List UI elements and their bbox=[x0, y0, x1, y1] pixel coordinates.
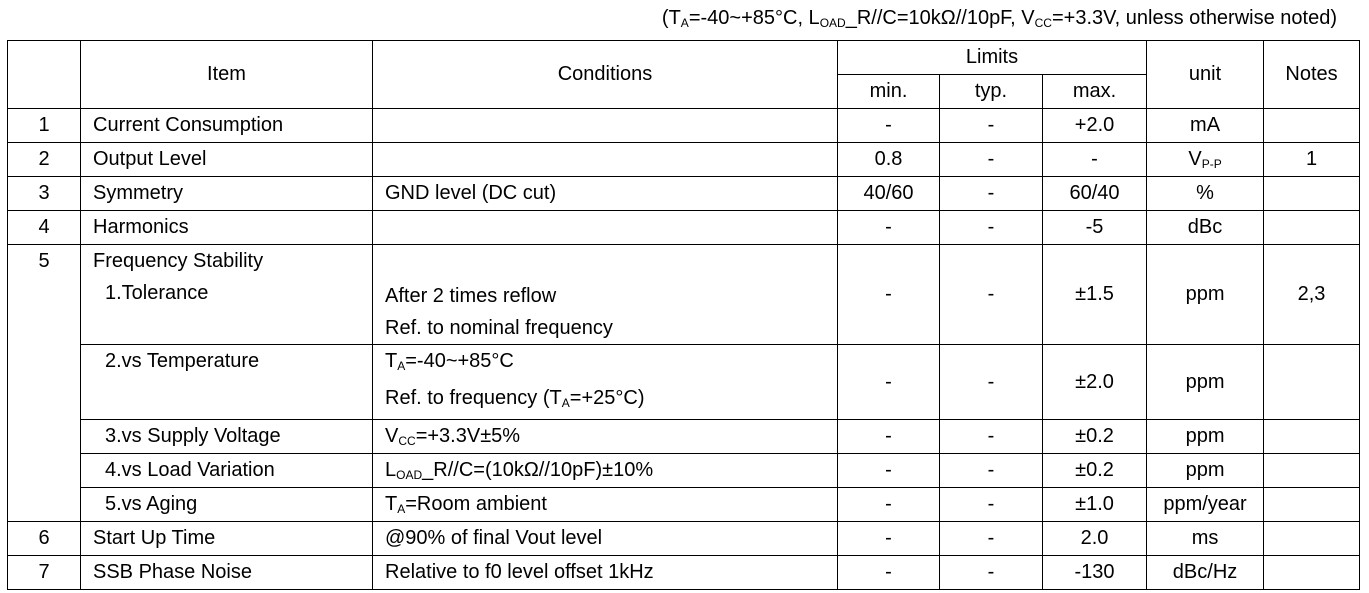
row-unit: ppm bbox=[1147, 345, 1264, 420]
stability-title: Frequency Stability bbox=[93, 250, 264, 272]
row-max: -5 bbox=[1043, 211, 1147, 245]
row-min: - bbox=[838, 211, 940, 245]
row-notes bbox=[1264, 420, 1360, 454]
row-number: 7 bbox=[8, 556, 81, 590]
row-typ: - bbox=[940, 245, 1043, 345]
row-max: 2.0 bbox=[1043, 522, 1147, 556]
row-max: 60/40 bbox=[1043, 177, 1147, 211]
row-unit: ppm bbox=[1147, 420, 1264, 454]
header-unit: unit bbox=[1147, 41, 1264, 109]
row-typ: - bbox=[940, 454, 1043, 488]
row-number: 2 bbox=[8, 143, 81, 177]
header-item: Item bbox=[81, 41, 373, 109]
table-row bbox=[8, 177, 1360, 211]
row-typ: - bbox=[940, 420, 1043, 454]
row-item: Current Consumption bbox=[81, 109, 373, 143]
row-min: - bbox=[838, 420, 940, 454]
header-row-1 bbox=[8, 41, 1360, 75]
row-min: - bbox=[838, 345, 940, 420]
row-typ: - bbox=[940, 211, 1043, 245]
header-min: min. bbox=[838, 75, 940, 109]
table-row bbox=[8, 488, 1360, 522]
row-max: -130 bbox=[1043, 556, 1147, 590]
row-min: 40/60 bbox=[838, 177, 940, 211]
table-row bbox=[8, 522, 1360, 556]
row-notes bbox=[1264, 556, 1360, 590]
row-min: - bbox=[838, 522, 940, 556]
row-unit: dBc/Hz bbox=[1147, 556, 1264, 590]
row-max: ±1.0 bbox=[1043, 488, 1147, 522]
row-typ: - bbox=[940, 345, 1043, 420]
row-number: 6 bbox=[8, 522, 81, 556]
row-max: ±1.5 bbox=[1043, 245, 1147, 345]
row-max: ±0.2 bbox=[1043, 420, 1147, 454]
row-unit: $V_{P-P}$ bbox=[1147, 143, 1264, 177]
table-row bbox=[8, 211, 1360, 245]
row-conditions: $T_A=-40\sim+85^\circ C$ Ref. to frequency $(T_A=+25^\circ C)$ bbox=[373, 345, 838, 420]
table-row bbox=[8, 109, 1360, 143]
spec-table bbox=[7, 40, 1360, 590]
row-item: Harmonics bbox=[81, 211, 373, 245]
row-notes: 2,3 bbox=[1264, 245, 1360, 345]
row-item: Output Level bbox=[81, 143, 373, 177]
row-unit: ppm bbox=[1147, 245, 1264, 345]
row-item: 4.vs Load Variation bbox=[81, 454, 373, 488]
table-row bbox=[8, 345, 1360, 420]
sub-item: 1.Tolerance bbox=[105, 282, 209, 304]
row-min: - bbox=[838, 488, 940, 522]
row-conditions: GND level (DC cut) bbox=[373, 177, 838, 211]
row-item: 2.vs Temperature bbox=[81, 345, 373, 420]
row-unit: mA bbox=[1147, 109, 1264, 143]
row-conditions: Relative to f0 level offset 1kHz bbox=[373, 556, 838, 590]
row-conditions: $V_{CC}=+3.3V\pm 5\%$ bbox=[373, 420, 838, 454]
row-item: SSB Phase Noise bbox=[81, 556, 373, 590]
row-min: - bbox=[838, 245, 940, 345]
row-min: 0.8 bbox=[838, 143, 940, 177]
row-typ: - bbox=[940, 556, 1043, 590]
row-typ: - bbox=[940, 109, 1043, 143]
row-conditions bbox=[373, 109, 838, 143]
row-max: ±0.2 bbox=[1043, 454, 1147, 488]
table-row bbox=[8, 143, 1360, 177]
row-typ: - bbox=[940, 488, 1043, 522]
row-unit: ppm bbox=[1147, 454, 1264, 488]
row-notes bbox=[1264, 211, 1360, 245]
row-typ: - bbox=[940, 143, 1043, 177]
row-typ: - bbox=[940, 177, 1043, 211]
row-item: Symmetry bbox=[81, 177, 373, 211]
row-notes bbox=[1264, 454, 1360, 488]
row-min: - bbox=[838, 454, 940, 488]
row-unit: dBc bbox=[1147, 211, 1264, 245]
row-item: 5.vs Aging bbox=[81, 488, 373, 522]
row-item bbox=[81, 245, 373, 345]
conditions-note: ($T_A=-40\sim+85^\circ C$, $L_{OAD}\_R//C=10k\Omega//10pF$, $V_{CC}=+3.3V$, unless otherwise noted) bbox=[661, 7, 1337, 30]
row-conditions: $L_{OAD}\_R//C=(10k\Omega//10pF)\pm 10\%$ bbox=[373, 454, 838, 488]
header-limits: Limits bbox=[838, 41, 1147, 75]
row-min: - bbox=[838, 109, 940, 143]
row-number: 1 bbox=[8, 109, 81, 143]
row-unit: ppm/year bbox=[1147, 488, 1264, 522]
row-conditions: @90% of final Vout level bbox=[373, 522, 838, 556]
row-max: - bbox=[1043, 143, 1147, 177]
header-notes: Notes bbox=[1264, 41, 1360, 109]
row-max: +2.0 bbox=[1043, 109, 1147, 143]
header-max: max. bbox=[1043, 75, 1147, 109]
row-notes bbox=[1264, 488, 1360, 522]
row-min: - bbox=[838, 556, 940, 590]
row-conditions: $T_A=Room$ ambient bbox=[373, 488, 838, 522]
row-notes: 1 bbox=[1264, 143, 1360, 177]
header-no bbox=[8, 41, 81, 109]
row-notes bbox=[1264, 109, 1360, 143]
table-row bbox=[8, 420, 1360, 454]
row-item: 3.vs Supply Voltage bbox=[81, 420, 373, 454]
row-number: 4 bbox=[8, 211, 81, 245]
row-typ: - bbox=[940, 522, 1043, 556]
table-row bbox=[8, 245, 1360, 345]
row-unit: ms bbox=[1147, 522, 1264, 556]
table-row bbox=[8, 454, 1360, 488]
header-typ: typ. bbox=[940, 75, 1043, 109]
row-notes bbox=[1264, 345, 1360, 420]
row-conditions bbox=[373, 143, 838, 177]
row-conditions: After 2 times reflow Ref. to nominal frequency bbox=[373, 245, 838, 345]
row-number: 3 bbox=[8, 177, 81, 211]
row-item: Start Up Time bbox=[81, 522, 373, 556]
row-number: 5 bbox=[8, 245, 81, 522]
header-conditions: Conditions bbox=[373, 41, 838, 109]
row-max: ±2.0 bbox=[1043, 345, 1147, 420]
row-unit: % bbox=[1147, 177, 1264, 211]
row-notes bbox=[1264, 177, 1360, 211]
table-row bbox=[8, 556, 1360, 590]
row-conditions bbox=[373, 211, 838, 245]
row-notes bbox=[1264, 522, 1360, 556]
